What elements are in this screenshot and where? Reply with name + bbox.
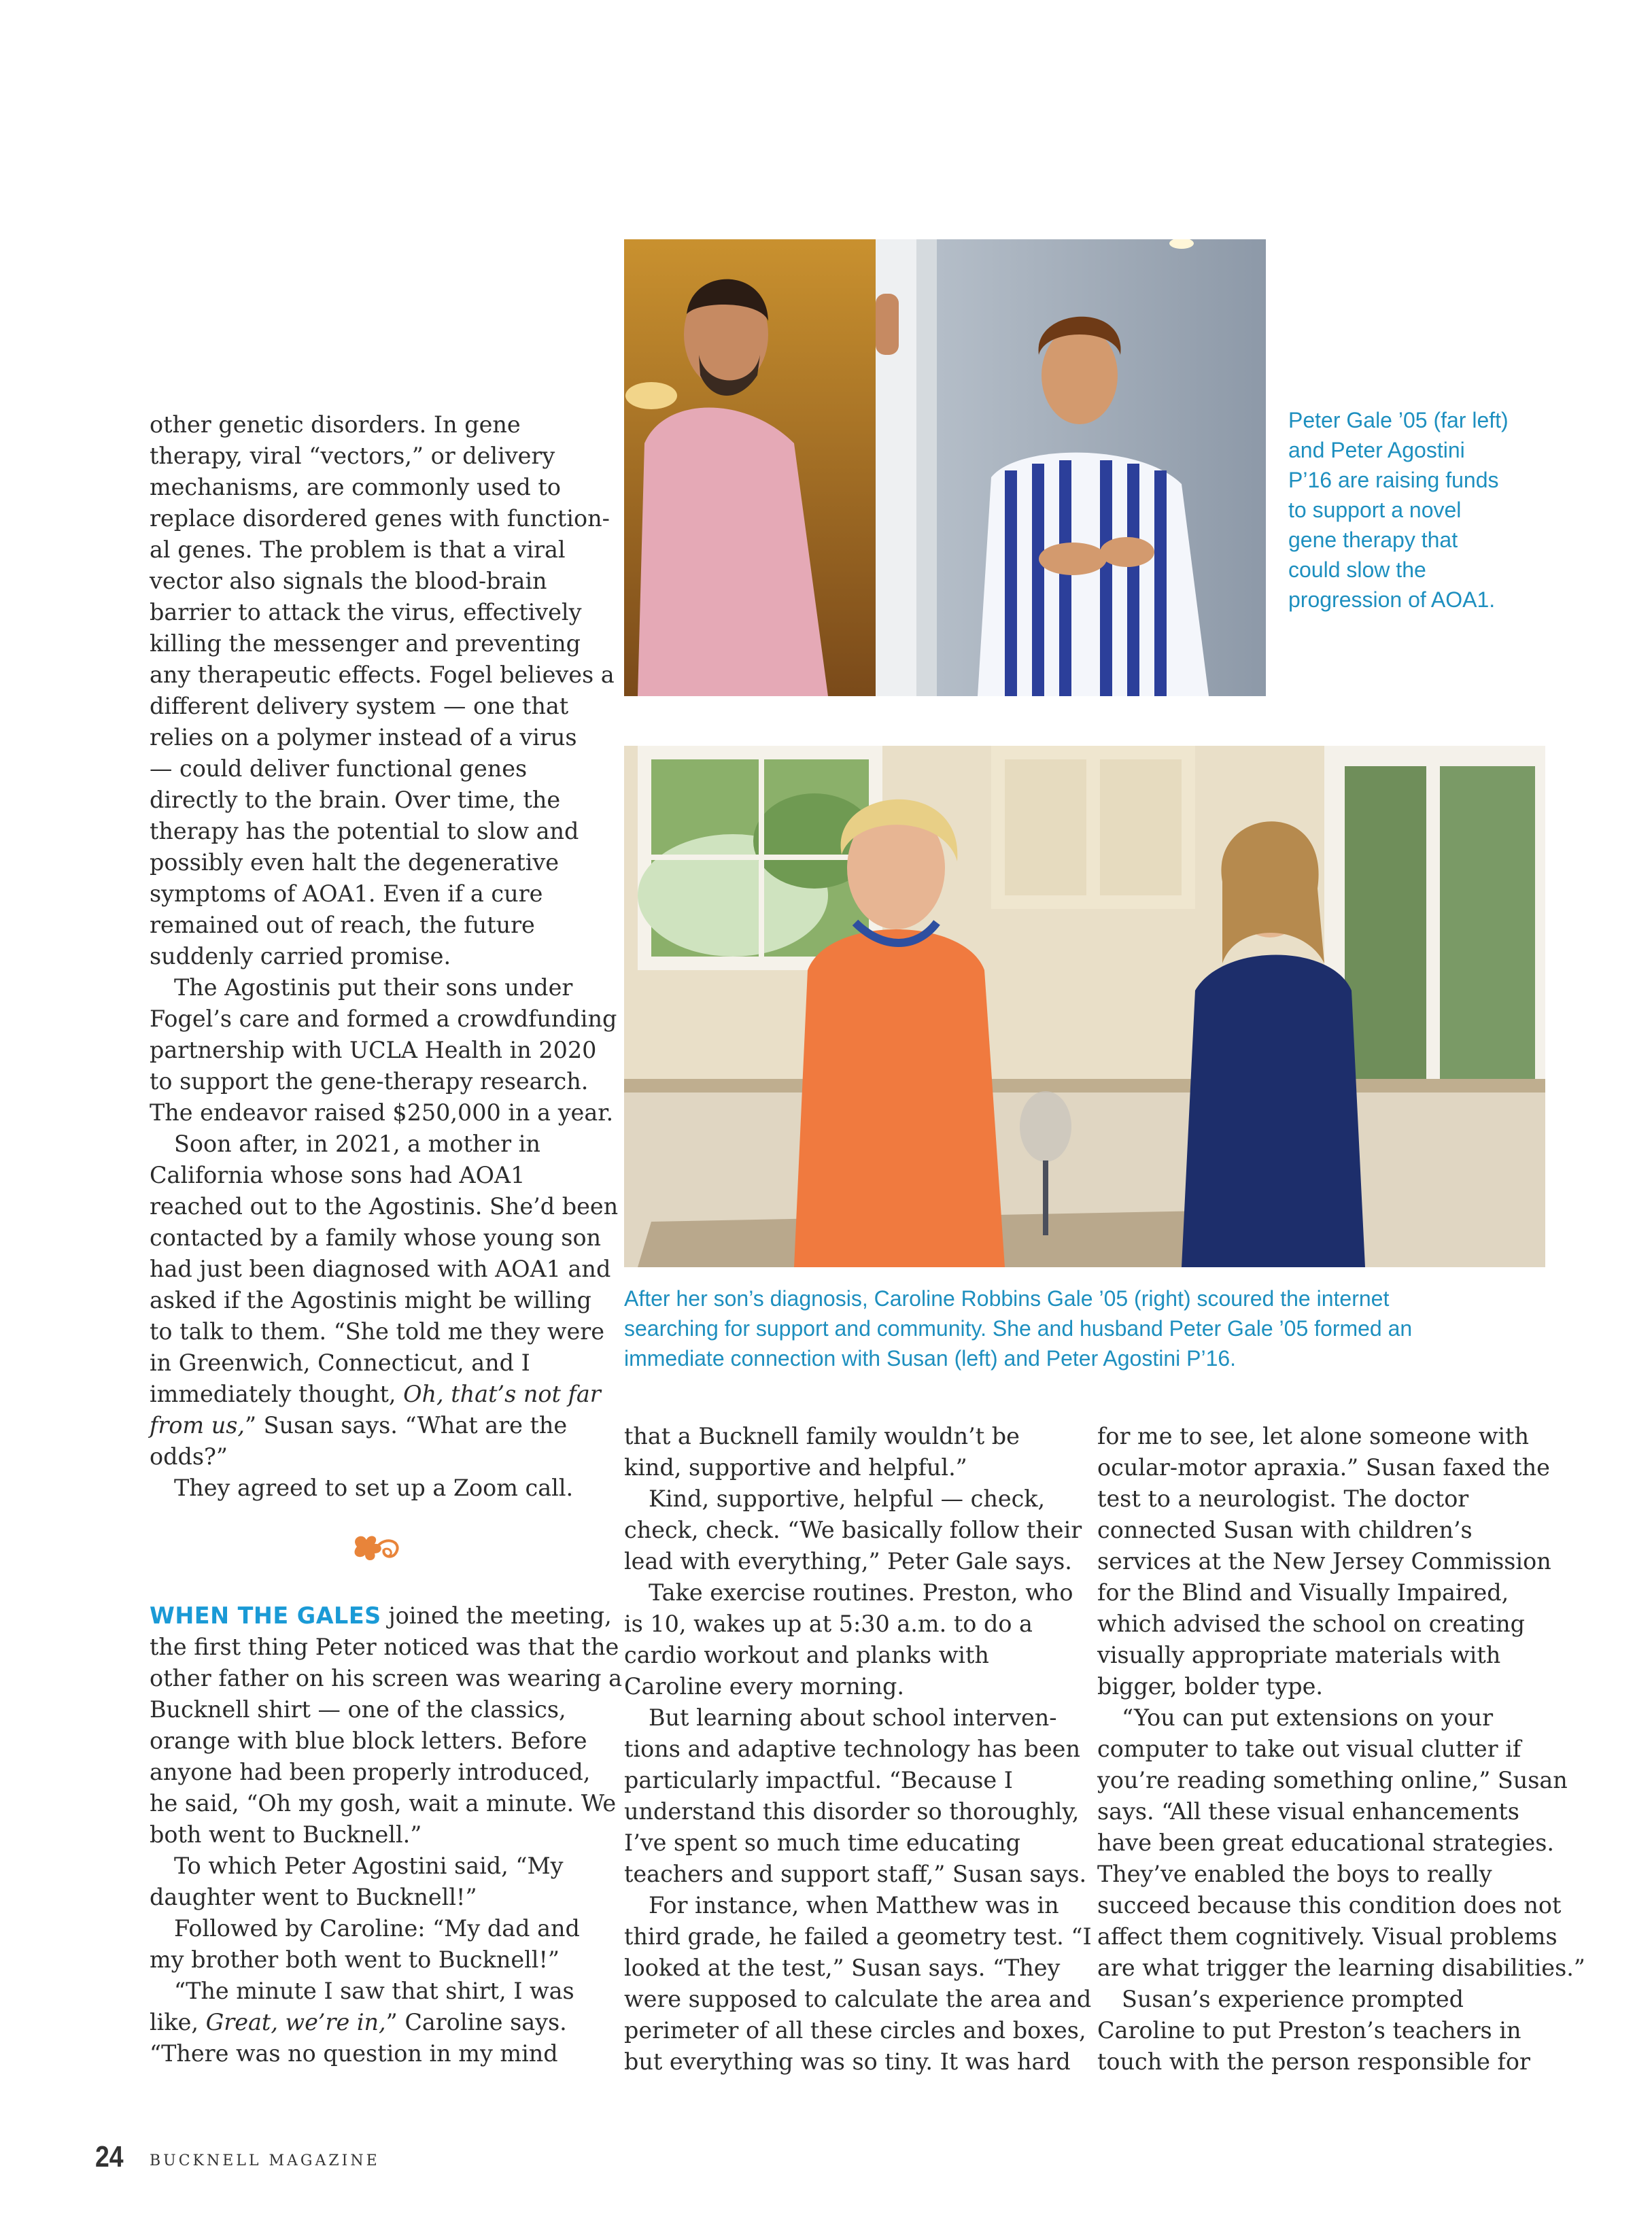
section-lead-in: WHEN THE GALES xyxy=(150,1602,381,1629)
publication-name: BUCKNELL MAGAZINE xyxy=(150,2152,380,2169)
section-break-ornament-icon xyxy=(343,1526,405,1567)
paragraph: The Agostinis put their sons under Fogel’s care and formed a crowdfunding partnership with UCLA Health in 2020 to support the gene-therapy research. The endeavor raised $250,000 in a year. xyxy=(150,974,617,1126)
paragraph: Susan’s experience prompted Caroline to put Preston’s teachers in touch with the person responsible for xyxy=(1097,1986,1530,2075)
paragraph: “The minute I saw that shirt, I was like, Great, we’re in,” Caroline says. “There was no question in my mind xyxy=(150,1978,574,2067)
left-column xyxy=(150,409,619,1504)
paragraph: for me to see, let alone someone with ocular-motor apraxia.” Susan faxed the test to a neurologist. The doctor connected Susan with children’s services at the New Jersey Commission for the Blind and Visually Impaired, which advised the school on creating visually appropriate materials with bigger, bolder type. xyxy=(1097,1423,1551,1700)
photo-caption-bottom: After her son’s diagnosis, Caroline Robbins Gale ’05 (right) scoured the internet searching for support and community. She and husband Peter Gale ’05 formed an immediate connection with Susan (left) and Peter Agostini P’16. xyxy=(624,1286,1413,1371)
middle-column xyxy=(624,1421,1092,2078)
photo-peter-gale-and-peter-agostini xyxy=(624,239,1266,696)
photo-caption-top: Peter Gale ’05 (far left) and Peter Agostini P’16 are raising funds to support a novel gene therapy that could slow the progression of AOA1. xyxy=(1288,408,1509,612)
paragraph: For instance, when Matthew was in third grade, he failed a geometry test. “I looked at the test,” Susan says. “They were supposed to calculate the area and perimeter of all these circles and boxes, but everything was so tiny. It was hard xyxy=(624,1892,1092,2075)
right-column xyxy=(1097,1421,1585,2078)
photo-illustration xyxy=(624,746,1545,1267)
paragraph: WHEN THE GALES joined the meeting, the first thing Peter noticed was that the other father on his screen was wearing a Bucknell shirt — one of the classics, orange with blue block letters. Before anyone had been properly introduced, he said, “Oh my gosh, wait a minute. We both went to Bucknell.” xyxy=(150,1602,623,1848)
paragraph: Kind, supportive, helpful — check, check, check. “We basically follow their lead with everything,” Peter Gale says. xyxy=(624,1485,1082,1575)
paragraph: To which Peter Agostini said, “My daughter went to Bucknell!” xyxy=(150,1853,564,1910)
photo-illustration xyxy=(624,239,1266,696)
paragraph: Take exercise routines. Preston, who is 10, wakes up at 5:30 a.m. to do a cardio workout and planks with Caroline every morning. xyxy=(624,1579,1073,1700)
paragraph: Followed by Caroline: “My dad and my brother both went to Bucknell!” xyxy=(150,1915,580,1973)
left-column-section-two xyxy=(150,1600,623,2069)
page-number: 24 xyxy=(95,2140,124,2173)
photo-susan-agostini-and-caroline-gale xyxy=(624,746,1545,1267)
paragraph: But learning about school interven- tions and adaptive technology has been particularly impactful. “Because I understand this disorder so thoroughly, I’ve spent so much time educating teachers and support staff,” Susan says. xyxy=(624,1704,1087,1887)
paragraph: “You can put extensions on your computer to take out visual clutter if you’re reading something online,” Susan says. “All these visual enhancements have been great educational strategies. They’ve enabled the boys to really succeed because this condition does not affect them cognitively. Visual problems are what trigger the learning disabilities.” xyxy=(1097,1704,1585,1981)
paragraph: other genetic disorders. In gene therapy, viral “vectors,” or delivery mechanisms, are commonly used to replace disordered genes with function- al genes. The problem is that a viral vector also signals the blood-brain barrier to attack the virus, effectively killing the messenger and preventing any therapeutic effects. Fogel believes a different delivery system — one that relies on a polymer instead of a virus — could deliver functional genes directly to the brain. Over time, the therapy has the potential to slow and possibly even halt the degenerative symptoms of AOA1. Even if a cure remained out of reach, the future suddenly carried promise. xyxy=(150,411,615,969)
paragraph: that a Bucknell family wouldn’t be kind, supportive and helpful.” xyxy=(624,1423,1020,1481)
paragraph: Soon after, in 2021, a mother in California whose sons had AOA1 reached out to the Agostinis. She’d been contacted by a family whose young son had just been diagnosed with AOA1 and asked if the Agostinis might be willing to talk to them. “She told me they were in Greenwich, Connecticut, and I immediately thought, Oh, that’s not far from us,” Susan says. “What are the odds?” xyxy=(150,1131,619,1470)
paragraph: They agreed to set up a Zoom call. xyxy=(174,1475,574,1501)
